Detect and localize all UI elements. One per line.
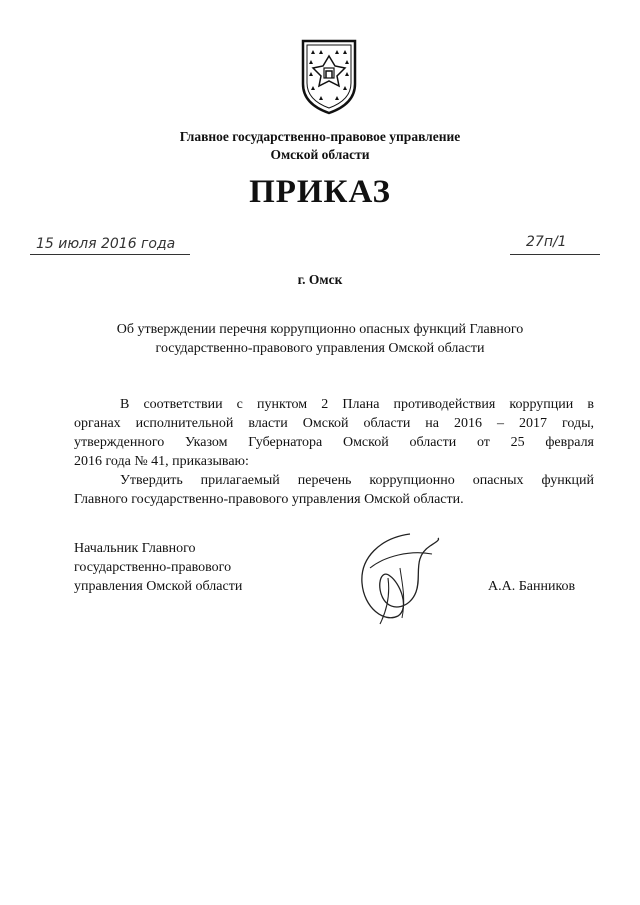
- omsk-coat-of-arms-icon: [299, 38, 359, 116]
- body-paragraph1-line4: 2016 года № 41, приказываю:: [74, 454, 249, 469]
- organization-name-line2: Омской области: [270, 147, 370, 162]
- document-number: 27п/1: [526, 234, 567, 250]
- signer-position-line2: государственно-правового: [74, 560, 232, 575]
- subject-line1: Об утверждении перечня коррупционно опасных функций Главного: [116, 322, 524, 337]
- body-paragraph1-line3: утвержденного Указом Губернатора Омской области от 25 февраля: [74, 435, 594, 450]
- subject-line2: государственно-правового управления Омской области: [155, 341, 485, 356]
- document-date: 15 июля 2016 года: [36, 236, 176, 252]
- handwritten-signature-icon: [340, 528, 450, 628]
- organization-name-line1: Главное государственно-правовое управление: [179, 129, 461, 144]
- document-city: г. Омск: [297, 272, 343, 287]
- number-underline: [510, 254, 600, 255]
- body-paragraph1-line1: В соответствии с пунктом 2 Плана противодействия коррупции в: [120, 397, 594, 412]
- date-underline: [30, 254, 190, 255]
- body-paragraph1-line2: органах исполнительной власти Омской области на 2016 – 2017 годы,: [74, 416, 594, 431]
- signer-position-line1: Начальник Главного: [74, 541, 196, 556]
- signer-name: А.А. Банников: [488, 579, 576, 594]
- signer-position-line3: управления Омской области: [74, 579, 243, 594]
- document-title: ПРИКАЗ: [249, 174, 391, 210]
- body-paragraph2-line2: Главного государственно-правового управления Омской области.: [74, 492, 464, 507]
- body-paragraph2-line1: Утвердить прилагаемый перечень коррупционно опасных функций: [120, 473, 594, 488]
